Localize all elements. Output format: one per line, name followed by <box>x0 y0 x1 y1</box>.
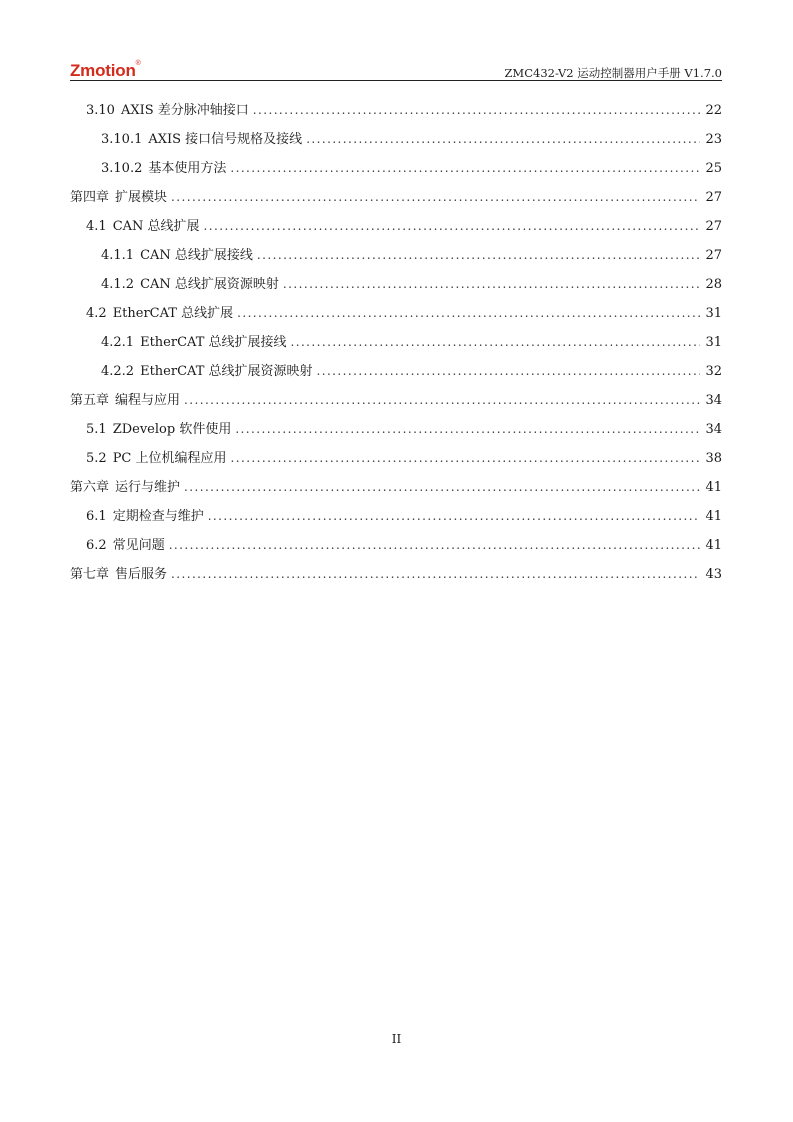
toc-dot-leader <box>171 560 700 589</box>
toc-dot-leader <box>231 444 700 473</box>
toc-section-number: 4.1.2 <box>101 277 135 292</box>
toc-dot-leader <box>184 473 700 502</box>
toc-chapter-title: 编程与应用 <box>115 393 181 408</box>
toc-section-number: 4.1.1 <box>101 248 135 263</box>
toc-dot-leader <box>257 241 700 270</box>
toc-section-number: 6.2 <box>86 538 107 553</box>
page-footer <box>0 1032 793 1046</box>
logo-text: Zmotion <box>70 61 136 80</box>
toc-page-number: 41 <box>705 480 722 495</box>
toc-entry[interactable] <box>70 270 722 299</box>
toc-entry[interactable] <box>70 96 722 125</box>
toc-section-number: 3.10.2 <box>101 161 143 176</box>
toc-section-title: CAN 总线扩展 <box>112 219 200 234</box>
toc-dot-leader <box>171 183 700 212</box>
toc-section-number: 6.1 <box>86 509 107 524</box>
toc-section-title: CAN 总线扩展资源映射 <box>140 277 279 292</box>
toc-page-number: 41 <box>705 538 722 553</box>
toc-page-number: 27 <box>705 219 722 234</box>
toc-section-title: ZDevelop 软件使用 <box>112 422 232 437</box>
toc-entry[interactable] <box>70 560 722 589</box>
toc-entry[interactable] <box>70 125 722 154</box>
toc-dot-leader <box>169 531 700 560</box>
toc-page-number: 28 <box>705 277 722 292</box>
toc-dot-leader <box>253 96 700 125</box>
toc-chapter-number: 第七章 <box>70 567 110 582</box>
toc-section-number: 4.2.2 <box>101 364 135 379</box>
toc-section-title: 常见问题 <box>112 538 165 553</box>
toc-chapter-number: 第四章 <box>70 190 110 205</box>
toc-dot-leader <box>204 212 700 241</box>
toc-entry[interactable] <box>70 473 722 502</box>
toc-page-number: 31 <box>705 306 722 321</box>
toc-entry[interactable] <box>70 183 722 212</box>
document-title: ZMC432-V2 运动控制器用户手册 V1.7.0 <box>504 66 722 80</box>
toc-page-number: 43 <box>705 567 722 582</box>
toc-entry[interactable] <box>70 415 722 444</box>
toc-section-number: 3.10.1 <box>101 132 143 147</box>
toc-chapter-number: 第五章 <box>70 393 110 408</box>
registered-mark: ® <box>135 60 141 67</box>
toc-dot-leader <box>208 502 700 531</box>
toc-chapter-title: 运行与维护 <box>115 480 181 495</box>
page-number: II <box>391 1032 402 1046</box>
toc-dot-leader <box>291 328 701 357</box>
toc-chapter-title: 扩展模块 <box>115 190 168 205</box>
toc-section-title: PC 上位机编程应用 <box>112 451 227 466</box>
toc-section-number: 5.1 <box>86 422 107 437</box>
toc-entry[interactable] <box>70 386 722 415</box>
toc-dot-leader <box>235 415 700 444</box>
toc-page-number: 27 <box>705 248 722 263</box>
toc-entry[interactable] <box>70 154 722 183</box>
toc-dot-leader <box>237 299 700 328</box>
toc-dot-leader <box>283 270 700 299</box>
toc-section-number: 4.2.1 <box>101 335 135 350</box>
toc-page-number: 34 <box>705 393 722 408</box>
toc-page-number: 41 <box>705 509 722 524</box>
toc-section-title: AXIS 接口信号规格及接线 <box>148 132 303 147</box>
toc-entry[interactable] <box>70 328 722 357</box>
company-logo <box>70 61 141 81</box>
toc-page-number: 31 <box>705 335 722 350</box>
toc-section-title: EtherCAT 总线扩展资源映射 <box>140 364 313 379</box>
toc-section-title: AXIS 差分脉冲轴接口 <box>120 103 249 118</box>
toc-dot-leader <box>184 386 700 415</box>
toc-entry[interactable] <box>70 531 722 560</box>
toc-page-number: 27 <box>705 190 722 205</box>
toc-page-number: 25 <box>705 161 722 176</box>
toc-section-title: 定期检查与维护 <box>112 509 204 524</box>
toc-entry[interactable] <box>70 212 722 241</box>
toc-entry[interactable] <box>70 299 722 328</box>
toc-page-number: 38 <box>705 451 722 466</box>
toc-section-number: 3.10 <box>86 103 115 118</box>
toc-dot-leader <box>317 357 701 386</box>
table-of-contents <box>70 96 722 589</box>
toc-section-title: EtherCAT 总线扩展 <box>112 306 234 321</box>
toc-chapter-number: 第六章 <box>70 480 110 495</box>
toc-page-number: 23 <box>705 132 722 147</box>
toc-entry[interactable] <box>70 444 722 473</box>
page-header <box>70 60 722 81</box>
toc-chapter-title: 售后服务 <box>115 567 168 582</box>
toc-entry[interactable] <box>70 357 722 386</box>
toc-section-title: EtherCAT 总线扩展接线 <box>140 335 287 350</box>
toc-section-title: CAN 总线扩展接线 <box>140 248 253 263</box>
toc-dot-leader <box>306 125 700 154</box>
toc-page-number: 22 <box>705 103 722 118</box>
toc-section-number: 4.2 <box>86 306 107 321</box>
toc-entry[interactable] <box>70 502 722 531</box>
toc-page-number: 32 <box>705 364 722 379</box>
toc-section-title: 基本使用方法 <box>148 161 227 176</box>
toc-dot-leader <box>230 154 700 183</box>
toc-entry[interactable] <box>70 241 722 270</box>
toc-page-number: 34 <box>705 422 722 437</box>
toc-section-number: 5.2 <box>86 451 107 466</box>
toc-section-number: 4.1 <box>86 219 107 234</box>
